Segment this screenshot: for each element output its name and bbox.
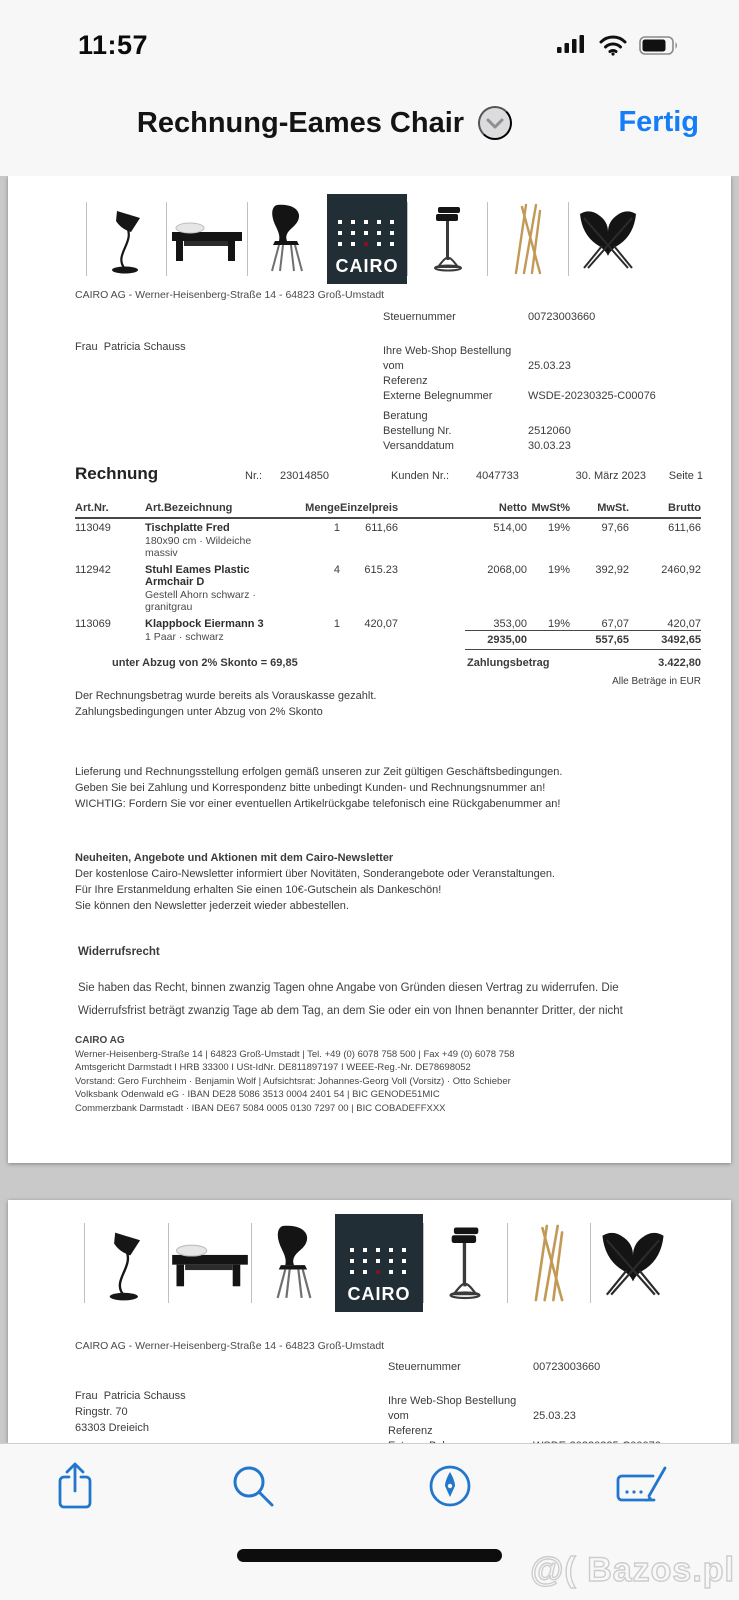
barstool-image xyxy=(407,202,487,276)
cairo-logo xyxy=(335,1214,423,1312)
footer-line: Commerzbank Darmstadt · IBAN DE67 5084 0005 0130 7297 00 | BIC COBADEFFXXX xyxy=(75,1102,446,1114)
title-menu-button[interactable] xyxy=(478,106,512,140)
footer-company-name: CAIRO AG xyxy=(75,1035,125,1046)
meta-label: Referenz xyxy=(388,1425,433,1437)
done-button[interactable]: Fertig xyxy=(618,106,699,138)
cell-name: Stuhl Eames Plastic Armchair D xyxy=(145,564,250,588)
meta-value: 00723003660 xyxy=(528,311,596,323)
cell-gross: 2460,92 xyxy=(661,564,701,576)
col-header: Netto xyxy=(398,502,527,518)
recipient-line: Frau Patricia Schauss xyxy=(75,1390,186,1402)
payment-amount-label: Zahlungsbetrag xyxy=(467,657,550,669)
cell-net: 514,00 xyxy=(493,522,527,534)
invoice-page-1 xyxy=(8,176,731,1163)
widerruf-title: Widerrufsrecht xyxy=(78,946,160,958)
meta-row xyxy=(383,344,728,359)
signature-icon xyxy=(613,1462,671,1510)
share-button[interactable] xyxy=(45,1456,105,1516)
meta-label: Referenz xyxy=(383,375,428,387)
invoice-header-row xyxy=(8,464,731,486)
recipient-line: Ringstr. 70 xyxy=(75,1406,128,1418)
barstool-image xyxy=(423,1223,507,1303)
cell-vat: 67,07 xyxy=(601,618,629,630)
table-image xyxy=(166,202,246,276)
col-header: Brutto xyxy=(629,502,701,518)
cairo-logo-word: CAIRO xyxy=(347,1284,411,1304)
total-gross: 3492,65 xyxy=(661,634,701,646)
terms-block xyxy=(75,764,562,812)
meta-label: Ihre Web-Shop Bestellung xyxy=(383,345,512,357)
company-footer xyxy=(75,1034,515,1115)
coat-rack-image xyxy=(507,1223,591,1303)
meta-label: Steuernummer xyxy=(383,311,456,323)
meta-value: 25.03.23 xyxy=(533,1410,576,1422)
meta-row xyxy=(383,374,728,389)
cell-vat-pct: 19% xyxy=(547,618,570,630)
invoice-nr-label: Nr.: xyxy=(245,470,263,482)
chair-image xyxy=(251,1223,335,1303)
recipient-name: Frau Patricia Schauss xyxy=(75,341,186,353)
meta-label: Beratung xyxy=(383,410,428,422)
total-net: 2935,00 xyxy=(487,634,527,646)
cell-art: 113069 xyxy=(75,618,111,630)
share-icon xyxy=(56,1461,94,1511)
chair-image xyxy=(247,202,327,276)
cell-gross: 611,66 xyxy=(668,522,701,534)
meta-row xyxy=(388,1360,733,1375)
table-image xyxy=(168,1223,252,1303)
meta-value: WSDE-20230325-C00076 xyxy=(528,390,656,402)
status-bar xyxy=(0,22,739,70)
markup-button[interactable] xyxy=(420,1456,480,1516)
product-header-strip xyxy=(86,194,648,284)
meta-label: Ihre Web-Shop Bestellung xyxy=(388,1395,517,1407)
meta-row xyxy=(388,1409,733,1424)
payment-amount: 3.422,80 xyxy=(658,657,701,669)
chevron-down-icon xyxy=(486,118,504,129)
meta-row xyxy=(383,439,728,454)
cell-vat: 97,66 xyxy=(601,522,629,534)
cell-qty: 1 xyxy=(333,522,340,534)
terms-line: Geben Sie bei Zahlung und Korrespondenz bitte unbedingt Kunden- und Rechnungsnummer an! xyxy=(75,782,546,794)
meta-row xyxy=(383,389,728,404)
markup-icon xyxy=(427,1463,473,1509)
search-icon xyxy=(230,1463,276,1509)
payment-note: Zahlungsbedingungen unter Abzug von 2% Skonto xyxy=(75,706,323,718)
cairo-logo-dots xyxy=(350,1248,408,1276)
cell-qty: 4 xyxy=(333,564,340,576)
wifi-icon xyxy=(599,35,627,56)
cairo-logo xyxy=(327,194,407,284)
meta-value: 2512060 xyxy=(528,425,571,437)
col-header: MwSt. xyxy=(570,502,629,518)
lamp-image xyxy=(86,202,166,276)
watermark: @( Bazos.pl xyxy=(530,1551,735,1589)
widerruf-line: Widerrufsfrist beträgt zwanzig Tage ab dem Tag, an dem Sie oder ein von Ihnen benannter Dritter, der nicht xyxy=(78,1005,623,1017)
search-button[interactable] xyxy=(223,1456,283,1516)
table-row-desc xyxy=(75,588,701,615)
cell-name: Klappbock Eiermann 3 xyxy=(145,618,264,630)
cell-art: 112942 xyxy=(75,564,111,576)
meta-row xyxy=(388,1424,733,1439)
meta-value: 00723003660 xyxy=(533,1361,601,1373)
footer-line: Vorstand: Gero Furchheim · Benjamin Wolf | Aufsichtsrat: Johannes-Georg Voll (Vorsitz) · Otto Schieber xyxy=(75,1075,511,1087)
meta-row xyxy=(388,1394,733,1409)
totals-row xyxy=(465,630,701,650)
meta-row xyxy=(383,310,728,325)
cellular-signal-icon xyxy=(557,34,587,56)
terms-line: WICHTIG: Fordern Sie vor einer eventuellen Artikelrückgabe telefonisch eine Rückgabenummer an! xyxy=(75,798,561,810)
recipient-address xyxy=(75,1388,186,1436)
footer-line: Amtsgericht Darmstadt I HRB 33300 I USt-IdNr. DE811897197 I WEEE-Reg.-Nr. DE78698052 xyxy=(75,1062,471,1073)
cell-name: Tischplatte Fred xyxy=(145,522,230,534)
sender-address-line: CAIRO AG - Werner-Heisenberg-Straße 14 - 64823 Groß-Umstadt xyxy=(75,289,385,301)
meta-row xyxy=(383,424,728,439)
recipient-line: 63303 Dreieich xyxy=(75,1422,149,1434)
meta-label: Bestellung Nr. xyxy=(383,425,452,437)
table-row xyxy=(75,561,701,588)
meta-label: Steuernummer xyxy=(388,1361,461,1373)
signature-button[interactable] xyxy=(612,1456,672,1516)
customer-nr-label: Kunden Nr.: xyxy=(391,470,450,482)
cell-gross: 420,07 xyxy=(667,618,701,630)
newsletter-block xyxy=(75,850,555,914)
meta-value: 30.03.23 xyxy=(528,440,571,452)
butterfly-chair-image xyxy=(590,1223,674,1303)
invoice-page-2 xyxy=(8,1200,731,1443)
cell-unit-price: 420,07 xyxy=(364,618,398,630)
cell-desc: 1 Paar · schwarz xyxy=(145,631,224,643)
home-indicator[interactable] xyxy=(237,1549,502,1562)
footer-line: Werner-Heisenberg-Straße 14 | 64823 Groß-Umstadt | Tel. +49 (0) 6078 758 500 | Fax +49 (0) 6078 758 xyxy=(75,1048,515,1060)
invoice-meta-block xyxy=(388,1360,733,1454)
sender-address-line: CAIRO AG - Werner-Heisenberg-Straße 14 - 64823 Groß-Umstadt xyxy=(75,1340,385,1352)
meta-value: 25.03.23 xyxy=(528,360,571,372)
clock: 11:57 xyxy=(78,30,149,60)
meta-row xyxy=(383,359,728,374)
meta-label: vom xyxy=(383,360,404,372)
col-header: MwSt% xyxy=(527,502,570,518)
table-row xyxy=(75,518,701,534)
battery-icon xyxy=(639,35,681,56)
cairo-logo-word: CAIRO xyxy=(335,256,399,276)
newsletter-line: Für Ihre Erstanmeldung erhalten Sie einen 10€-Gutschein als Dankeschön! xyxy=(75,884,442,896)
line-items-table xyxy=(75,502,701,645)
total-vat: 557,65 xyxy=(595,634,629,646)
invoice-date: 30. März 2023 xyxy=(575,470,646,482)
payment-note: Der Rechnungsbetrag wurde bereits als Vorauskasse gezahlt. xyxy=(75,690,377,702)
cell-net: 2068,00 xyxy=(487,564,527,576)
cell-vat: 392,92 xyxy=(595,564,629,576)
top-chrome xyxy=(0,0,739,176)
meta-label: Versanddatum xyxy=(383,440,454,452)
invoice-meta-block xyxy=(383,310,728,454)
cell-desc: Gestell Ahorn schwarz · granitgrau xyxy=(145,589,256,613)
cell-vat-pct: 19% xyxy=(547,564,570,576)
table-row xyxy=(75,615,701,630)
cell-unit-price: 615.23 xyxy=(364,564,398,576)
invoice-nr: 23014850 xyxy=(280,470,329,482)
nav-bar xyxy=(0,92,739,164)
lamp-image xyxy=(84,1223,168,1303)
cell-art: 113049 xyxy=(75,522,111,534)
cell-net: 353,00 xyxy=(493,618,527,630)
newsletter-line: Der kostenlose Cairo-Newsletter informiert über Novitäten, Sonderangebote oder Veranstaltungen. xyxy=(75,868,555,880)
terms-line: Lieferung und Rechnungsstellung erfolgen gemäß unseren zur Zeit gültigen Geschäftsbedingungen. xyxy=(75,766,563,778)
meta-row xyxy=(383,409,728,424)
document-viewer[interactable] xyxy=(0,176,739,1443)
col-header: Einzelpreis xyxy=(340,502,398,518)
cell-unit-price: 611,66 xyxy=(365,522,398,534)
table-header-row xyxy=(75,502,701,518)
cell-vat-pct: 19% xyxy=(547,522,570,534)
cairo-logo-dots xyxy=(338,220,396,248)
customer-nr: 4047733 xyxy=(476,470,519,482)
footer-line: Volksbank Odenwald eG · IBAN DE28 5086 3513 0004 2401 54 | BIC GENODE51MIC xyxy=(75,1089,440,1100)
newsletter-line: Sie können den Newsletter jederzeit wieder abbestellen. xyxy=(75,900,349,912)
col-header: Menge xyxy=(290,502,340,518)
col-header: Art.Bezeichnung xyxy=(145,502,290,518)
widerruf-line: Sie haben das Recht, binnen zwanzig Tagen ohne Angabe von Gründen diesen Vertrag zu widerrufen. Die xyxy=(78,982,619,994)
meta-label: vom xyxy=(388,1410,409,1422)
coat-rack-image xyxy=(487,202,567,276)
meta-label: Externe Belegnummer xyxy=(383,390,493,402)
invoice-title: Rechnung xyxy=(75,464,159,483)
cell-desc: 180x90 cm · Wildeiche massiv xyxy=(145,535,252,559)
cell-qty: 1 xyxy=(333,618,340,630)
newsletter-title: Neuheiten, Angebote und Aktionen mit dem Cairo-Newsletter xyxy=(75,852,394,864)
skonto-note: unter Abzug von 2% Skonto = 69,85 xyxy=(112,657,298,669)
butterfly-chair-image xyxy=(568,202,648,276)
widerruf-block xyxy=(78,977,623,1023)
currency-note: Alle Beträge in EUR xyxy=(612,676,701,687)
document-title: Rechnung-Eames Chair xyxy=(136,106,465,139)
page-number: Seite 1 xyxy=(668,470,703,482)
product-header-strip xyxy=(84,1214,674,1312)
table-row-desc xyxy=(75,534,701,561)
col-header: Art.Nr. xyxy=(75,502,145,518)
